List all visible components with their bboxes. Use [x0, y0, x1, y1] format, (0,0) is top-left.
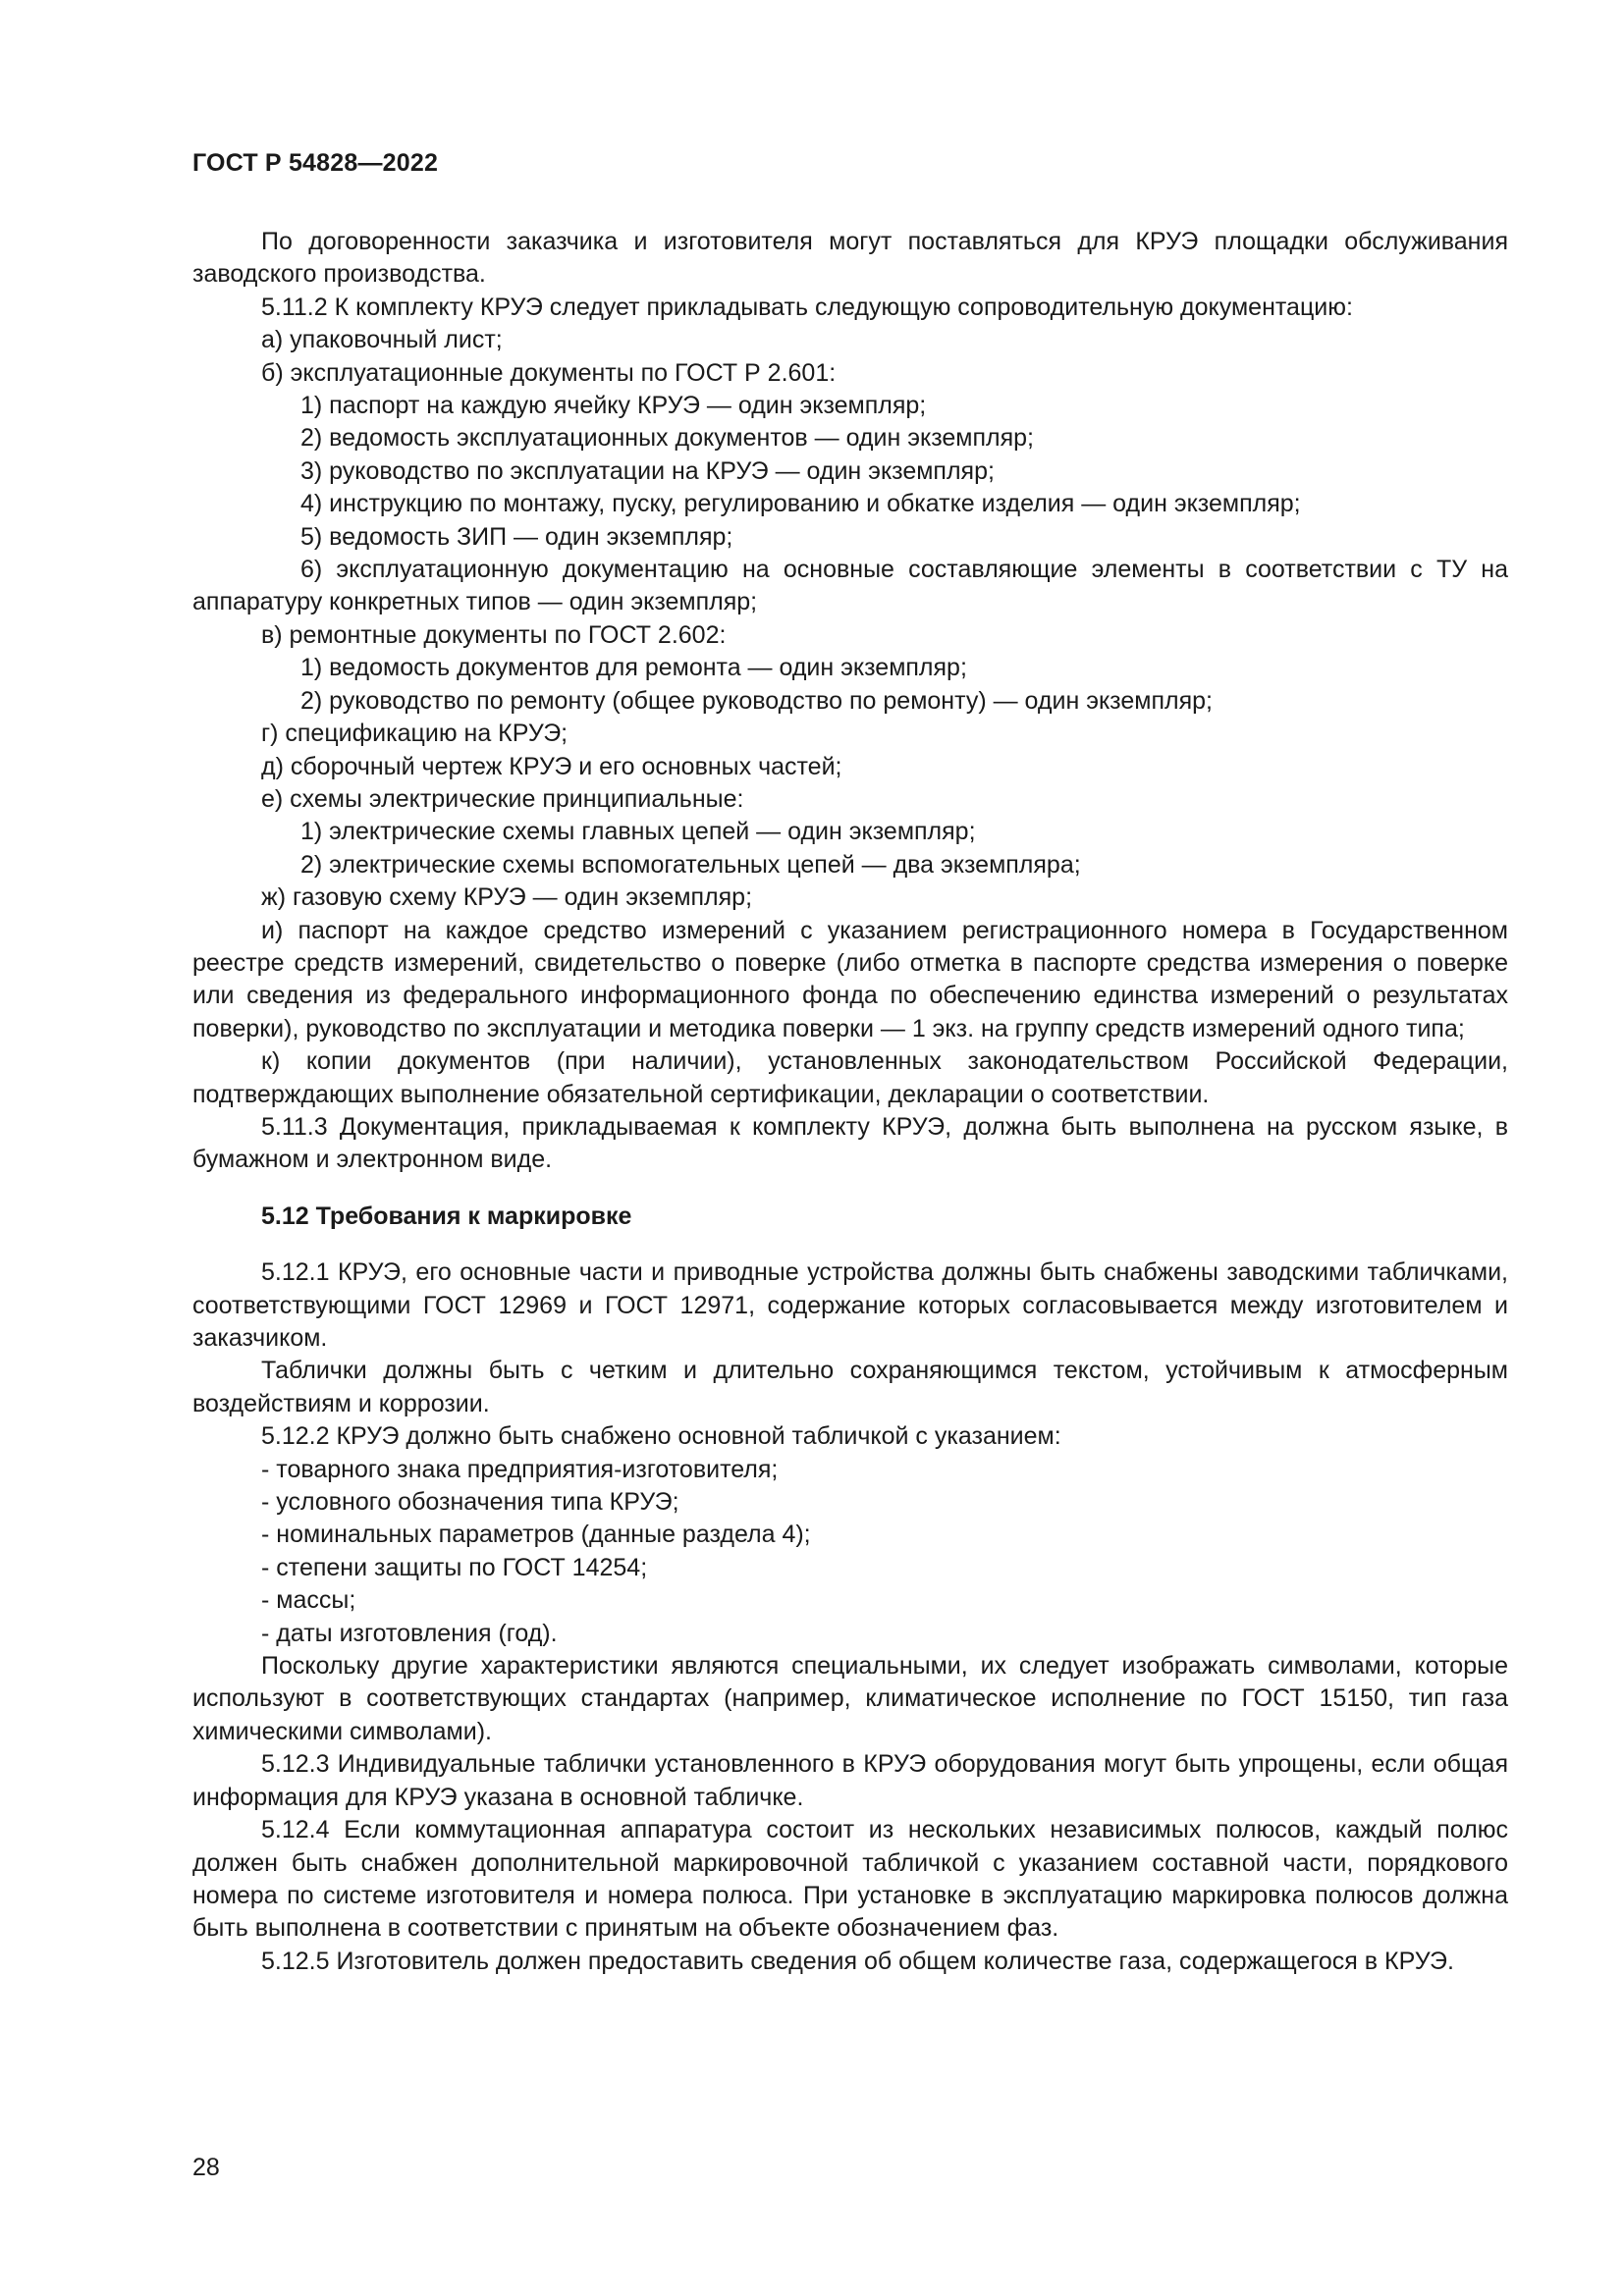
list-item: д) сборочный чертеж КРУЭ и его основных частей;: [261, 752, 842, 780]
dash-list-item: - степени защиты по ГОСТ 14254;: [261, 1553, 648, 1581]
sub-list-item: 1) электрические схемы главных цепей — один экземпляр;: [300, 818, 976, 846]
list-item: е) схемы электрические принципиальные:: [261, 784, 744, 813]
sub-list-item: 2) руководство по ремонту (общее руководство по ремонту) — один экземпляр;: [300, 686, 1213, 715]
clause-5-11-2: 5.11.2 К комплекту КРУЭ следует прикладывать следующую сопроводительную документацию:: [261, 293, 1353, 321]
section-heading-5-12: 5.12 Требования к маркировке: [261, 1201, 632, 1230]
sub-list-item: 6) эксплуатационную документацию на основные составляющие элементы в соответствии с ТУ на аппаратуру конкретных типов — один экземпляр;: [192, 556, 1508, 616]
list-item: и) паспорт на каждое средство измерений с указанием регистрационного номера в Государственном реестре средств измерений, свидетельство о поверке (либо отметка в паспорте средства измерения о поверке или сведения из федерального информационного фонда по обеспечению единства измерений о результатах поверки), руководство по эксплуатации и методика поверки — 1 экз. на группу средств измерений одного типа;: [192, 916, 1508, 1042]
clause-5-12-2: 5.12.2 КРУЭ должно быть снабжено основной табличкой с указанием:: [261, 1422, 1061, 1451]
list-item: к) копии документов (при наличии), установленных законодательством Российской Федерации, подтверждающих выполнение обязательной сертификации, декларации о соответствии.: [192, 1047, 1508, 1108]
sub-list-item: 5) ведомость ЗИП — один экземпляр;: [300, 522, 733, 551]
sub-list-item: 3) руководство по эксплуатации на КРУЭ — один экземпляр;: [300, 456, 995, 485]
document-header-code: ГОСТ Р 54828—2022: [192, 149, 439, 177]
list-item: ж) газовую схему КРУЭ — один экземпляр;: [261, 883, 753, 912]
dash-list-item: - товарного знака предприятия-изготовителя;: [261, 1455, 779, 1483]
document-body: [192, 226, 1508, 1978]
paragraph: По договоренности заказчика и изготовителя могут поставляться для КРУЭ площадки обслуживания заводского производства.: [192, 228, 1508, 289]
clause-5-12-4: 5.12.4 Если коммутационная аппаратура состоит из нескольких независимых полюсов, каждый полюс должен быть снабжен дополнительной маркировочной табличкой с указанием составной части, порядкового номера по системе изготовителя и номера полюса. При установке в эксплуатацию маркировка полюсов должна быть выполнена в соответствии с принятым на объекте обозначением фаз.: [192, 1816, 1508, 1943]
sub-list-item: 1) паспорт на каждую ячейку КРУЭ — один экземпляр;: [300, 392, 927, 420]
dash-list-item: - даты изготовления (год).: [261, 1619, 558, 1647]
list-item: б) эксплуатационные документы по ГОСТ Р 2.601:: [261, 358, 837, 387]
dash-list-item: - номинальных параметров (данные раздела 4);: [261, 1521, 811, 1549]
list-item: а) упаковочный лист;: [261, 326, 503, 354]
list-item: в) ремонтные документы по ГОСТ 2.602:: [261, 620, 727, 649]
sub-list-item: 1) ведомость документов для ремонта — один экземпляр;: [300, 654, 967, 682]
paragraph: Поскольку другие характеристики являются специальными, их следует изображать символами, которые используют в соответствующих стандартах (например, климатическое исполнение по ГОСТ 15150, тип газа химическими символами).: [192, 1652, 1508, 1745]
sub-list-item: 4) инструкцию по монтажу, пуску, регулированию и обкатке изделия — один экземпляр;: [300, 490, 1301, 518]
clause-5-12-1: 5.12.1 КРУЭ, его основные части и приводные устройства должны быть снабжены заводскими табличками, соответствующими ГОСТ 12969 и ГОСТ 12971, содержание которых согласовывается между изготовителем и заказчиком.: [192, 1258, 1508, 1352]
dash-list-item: - условного обозначения типа КРУЭ;: [261, 1488, 679, 1517]
sub-list-item: 2) ведомость эксплуатационных документов — один экземпляр;: [300, 424, 1034, 453]
paragraph: Таблички должны быть с четким и длительно сохраняющимся текстом, устойчивым к атмосферным воздействиям и коррозии.: [192, 1357, 1508, 1417]
page-number: 28: [192, 2154, 220, 2181]
clause-5-11-3: 5.11.3 Документация, прикладываемая к комплекту КРУЭ, должна быть выполнена на русском языке, в бумажном и электронном виде.: [192, 1112, 1508, 1174]
dash-list-item: - массы;: [261, 1586, 356, 1615]
clause-5-12-3: 5.12.3 Индивидуальные таблички установленного в КРУЭ оборудования могут быть упрощены, если общая информация для КРУЭ указана в основной табличке.: [192, 1750, 1508, 1811]
list-item: г) спецификацию на КРУЭ;: [261, 720, 568, 748]
sub-list-item: 2) электрические схемы вспомогательных цепей — два экземпляра;: [300, 850, 1081, 879]
clause-5-12-5: 5.12.5 Изготовитель должен предоставить сведения об общем количестве газа, содержащегося в КРУЭ.: [261, 1947, 1454, 1975]
